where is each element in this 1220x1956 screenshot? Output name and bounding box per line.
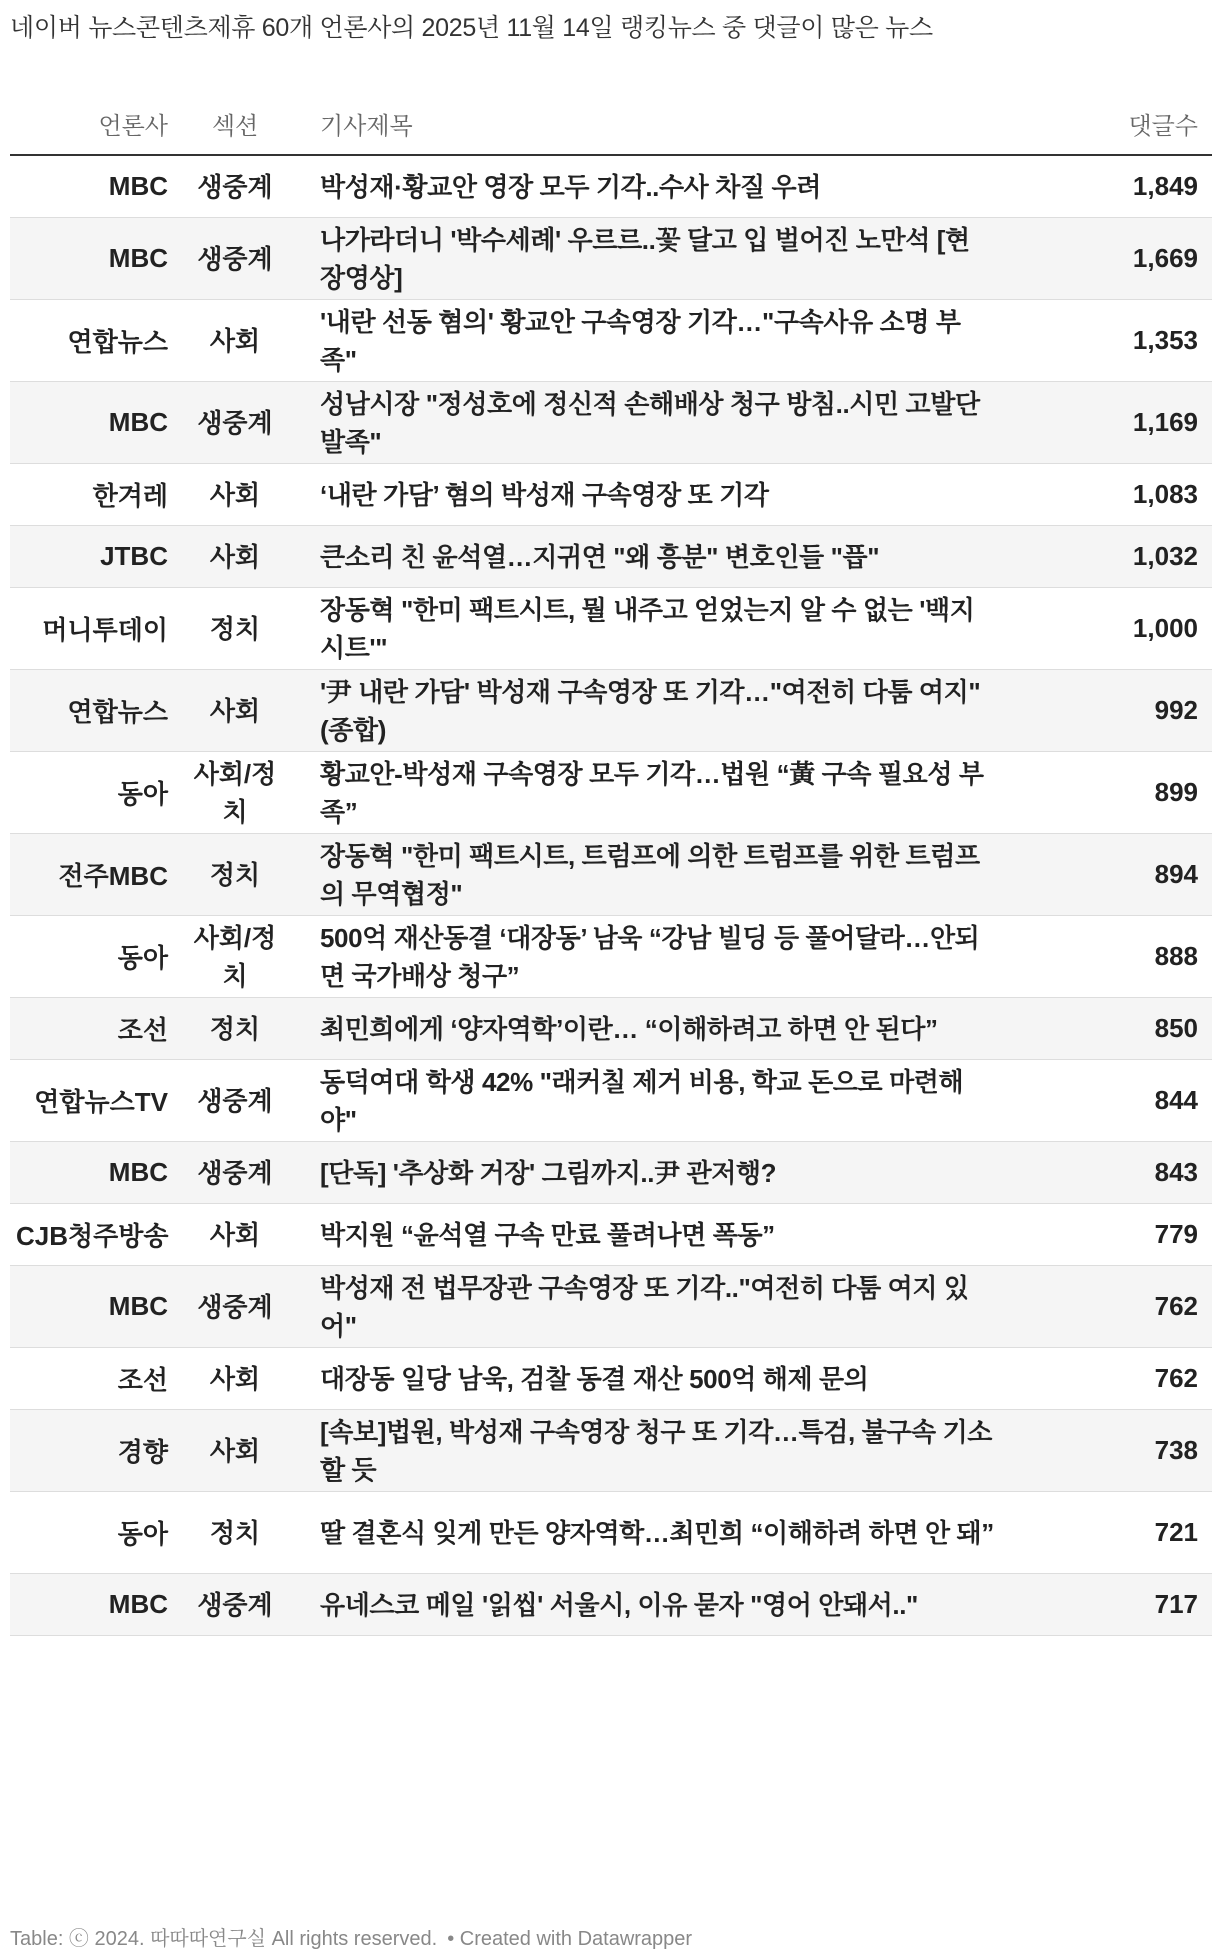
comment-count-cell: 1,669	[1000, 218, 1212, 300]
press-cell: 연합뉴스TV	[10, 1060, 180, 1142]
table-row	[10, 1410, 1212, 1492]
section-cell: 정치	[180, 998, 290, 1060]
press-cell: 동아	[10, 916, 180, 998]
comment-count-cell: 762	[1000, 1266, 1212, 1348]
headline-cell[interactable]: ‘내란 가담’ 혐의 박성재 구속영장 또 기각	[290, 464, 1000, 526]
section-cell: 사회	[180, 1348, 290, 1410]
headline-cell[interactable]: 나가라더니 '박수세례' 우르르..꽃 달고 입 벌어진 노만석 [현장영상]	[290, 218, 1000, 300]
headline-cell[interactable]: 500억 재산동결 ‘대장동’ 남욱 “강남 빌딩 등 풀어달라…안되면 국가배상 청구”	[290, 916, 1000, 998]
section-cell: 생중계	[180, 218, 290, 300]
column-header-comments[interactable]: 댓글수	[1000, 92, 1212, 155]
headline-cell[interactable]: 장동혁 "한미 팩트시트, 트럼프에 의한 트럼프를 위한 트럼프의 무역협정"	[290, 834, 1000, 916]
table-row	[10, 526, 1212, 588]
press-cell: 동아	[10, 752, 180, 834]
headline-cell[interactable]: 큰소리 친 윤석열…지귀연 "왜 흥분" 변호인들 "픕"	[290, 526, 1000, 588]
table-row	[10, 1142, 1212, 1204]
footer	[10, 1922, 692, 1951]
section-cell: 사회	[180, 464, 290, 526]
press-cell: 전주MBC	[10, 834, 180, 916]
press-cell: MBC	[10, 218, 180, 300]
headline-cell[interactable]: 박지원 “윤석열 구속 만료 풀려나면 폭동”	[290, 1204, 1000, 1266]
table-title: 네이버 뉴스콘텐츠제휴 60개 언론사의 2025년 11월 14일 랭킹뉴스 중 댓글이 많은 뉴스	[10, 14, 933, 42]
section-cell: 사회	[180, 670, 290, 752]
section-cell: 정치	[180, 588, 290, 670]
section-cell: 사회/정치	[180, 916, 290, 998]
press-cell: 조선	[10, 1348, 180, 1410]
section-cell: 생중계	[180, 1060, 290, 1142]
press-cell: CJB청주방송	[10, 1204, 180, 1266]
comment-count-cell: 717	[1000, 1574, 1212, 1636]
press-cell: MBC	[10, 155, 180, 218]
press-cell: 조선	[10, 998, 180, 1060]
section-cell: 사회	[180, 300, 290, 382]
table-row	[10, 752, 1212, 834]
comment-ranking-table	[10, 92, 1212, 1636]
headline-cell[interactable]: [단독] '추상화 거장' 그림까지..尹 관저행?	[290, 1142, 1000, 1204]
comment-count-cell: 762	[1000, 1348, 1212, 1410]
headline-cell[interactable]: 대장동 일당 남욱, 검찰 동결 재산 500억 해제 문의	[290, 1348, 1000, 1410]
comment-count-cell: 899	[1000, 752, 1212, 834]
press-cell: MBC	[10, 1266, 180, 1348]
table-row	[10, 1060, 1212, 1142]
headline-cell[interactable]: 성남시장 "정성호에 정신적 손해배상 청구 방침..시민 고발단 발족"	[290, 382, 1000, 464]
section-cell: 정치	[180, 1492, 290, 1574]
press-cell: 머니투데이	[10, 588, 180, 670]
press-cell: 경향	[10, 1410, 180, 1492]
press-cell: MBC	[10, 382, 180, 464]
comment-count-cell: 850	[1000, 998, 1212, 1060]
comment-count-cell: 1,169	[1000, 382, 1212, 464]
headline-cell[interactable]: 동덕여대 학생 42% "래커칠 제거 비용, 학교 돈으로 마련해야"	[290, 1060, 1000, 1142]
comment-count-cell: 1,032	[1000, 526, 1212, 588]
table-row	[10, 1204, 1212, 1266]
comment-count-cell: 1,083	[1000, 464, 1212, 526]
headline-cell[interactable]: [속보]법원, 박성재 구속영장 청구 또 기각…특검, 불구속 기소할 듯	[290, 1410, 1000, 1492]
table-row	[10, 300, 1212, 382]
headline-cell[interactable]: '내란 선동 혐의' 황교안 구속영장 기각…"구속사유 소명 부족"	[290, 300, 1000, 382]
headline-cell[interactable]: 박성재 전 법무장관 구속영장 또 기각.."여전히 다툼 여지 있어"	[290, 1266, 1000, 1348]
comment-count-cell: 721	[1000, 1492, 1212, 1574]
table-row	[10, 1492, 1212, 1574]
headline-cell[interactable]: 딸 결혼식 잊게 만든 양자역학…최민희 “이해하려 하면 안 돼”	[290, 1492, 1000, 1574]
section-cell: 생중계	[180, 1266, 290, 1348]
comment-count-cell: 738	[1000, 1410, 1212, 1492]
section-cell: 사회	[180, 1410, 290, 1492]
section-cell: 정치	[180, 834, 290, 916]
headline-cell[interactable]: 박성재·황교안 영장 모두 기각..수사 차질 우려	[290, 155, 1000, 218]
copyright-note: Table: ⓒ 2024. 따따따연구실 All rights reserved.	[10, 1928, 438, 1950]
table-row	[10, 588, 1212, 670]
comment-count-cell: 779	[1000, 1204, 1212, 1266]
headline-cell[interactable]: '尹 내란 가담' 박성재 구속영장 또 기각…"여전히 다툼 여지"(종합)	[290, 670, 1000, 752]
section-cell: 생중계	[180, 1574, 290, 1636]
column-header-headline[interactable]: 기사제목	[290, 92, 1000, 155]
headline-cell[interactable]: 최민희에게 ‘양자역학’이란… “이해하려고 하면 안 된다”	[290, 998, 1000, 1060]
press-cell: 동아	[10, 1492, 180, 1574]
comment-count-cell: 894	[1000, 834, 1212, 916]
comment-count-cell: 844	[1000, 1060, 1212, 1142]
table-row	[10, 1348, 1212, 1410]
table-row	[10, 382, 1212, 464]
table-row	[10, 670, 1212, 752]
press-cell: MBC	[10, 1142, 180, 1204]
press-cell: JTBC	[10, 526, 180, 588]
section-cell: 생중계	[180, 382, 290, 464]
column-header-press[interactable]: 언론사	[10, 92, 180, 155]
section-cell: 사회	[180, 1204, 290, 1266]
section-cell: 사회/정치	[180, 752, 290, 834]
headline-cell[interactable]: 장동혁 "한미 팩트시트, 뭘 내주고 얻었는지 알 수 없는 '백지시트'"	[290, 588, 1000, 670]
datawrapper-credit: • Created with Datawrapper	[447, 1928, 693, 1950]
press-cell: 연합뉴스	[10, 300, 180, 382]
table-row	[10, 218, 1212, 300]
column-header-section[interactable]: 섹션	[180, 92, 290, 155]
comment-count-cell: 843	[1000, 1142, 1212, 1204]
press-cell: MBC	[10, 1574, 180, 1636]
table-row	[10, 916, 1212, 998]
headline-cell[interactable]: 유네스코 메일 '읽씹' 서울시, 이유 묻자 "영어 안돼서.."	[290, 1574, 1000, 1636]
header-row	[10, 92, 1212, 155]
table-row	[10, 1266, 1212, 1348]
table-row	[10, 998, 1212, 1060]
comment-count-cell: 888	[1000, 916, 1212, 998]
press-cell: 연합뉴스	[10, 670, 180, 752]
table-row	[10, 834, 1212, 916]
press-cell: 한겨레	[10, 464, 180, 526]
headline-cell[interactable]: 황교안-박성재 구속영장 모두 기각…법원 “黃 구속 필요성 부족”	[290, 752, 1000, 834]
table-body	[10, 155, 1212, 1636]
comment-count-cell: 992	[1000, 670, 1212, 752]
comment-count-cell: 1,000	[1000, 588, 1212, 670]
comment-count-cell: 1,849	[1000, 155, 1212, 218]
section-cell: 사회	[180, 526, 290, 588]
section-cell: 생중계	[180, 1142, 290, 1204]
table-row	[10, 1574, 1212, 1636]
table-row	[10, 155, 1212, 218]
table-row	[10, 464, 1212, 526]
section-cell: 생중계	[180, 155, 290, 218]
comment-count-cell: 1,353	[1000, 300, 1212, 382]
